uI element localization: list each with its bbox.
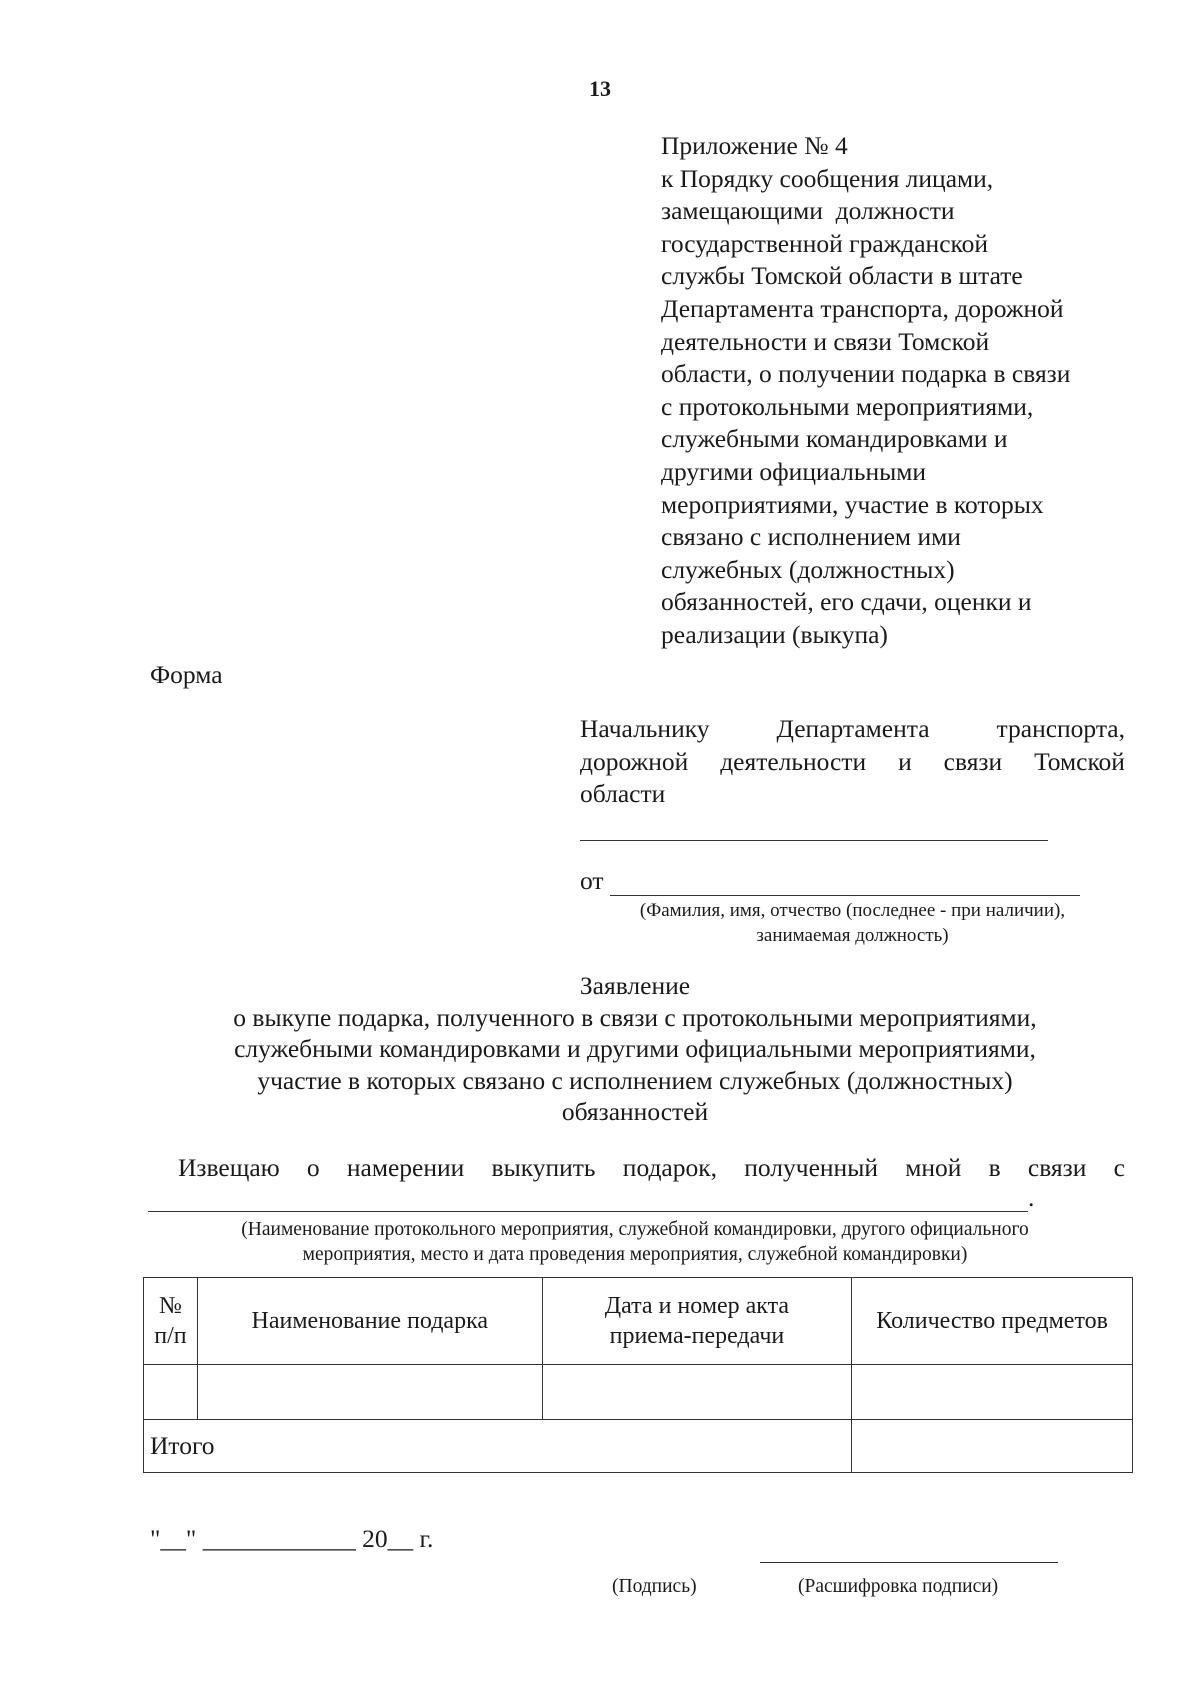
intro-word: в [988, 1153, 1001, 1182]
header-number [144, 1278, 198, 1365]
intro-word: выкупить [491, 1153, 596, 1182]
header-number-symbol: № [159, 1293, 182, 1319]
from-row [580, 866, 1080, 896]
event-note [140, 1217, 1130, 1267]
appendix-line: деятельности и связи Томской [661, 326, 990, 356]
cell-number[interactable] [144, 1365, 198, 1420]
date-row [150, 1524, 433, 1554]
cell-total-quantity[interactable] [852, 1420, 1133, 1473]
event-note-line: мероприятия, место и дата проведения мероприятия, служебной командировки) [302, 1244, 968, 1265]
appendix-header [661, 130, 1141, 652]
intro-sentence [178, 1153, 1125, 1183]
addressee-word: Начальнику [580, 714, 710, 743]
addressee-block [580, 713, 1125, 811]
appendix-line: служебных (должностных) [661, 554, 955, 584]
appendix-line: области, о получении подарка в связи [661, 359, 1071, 389]
event-blank-line[interactable] [148, 1211, 1028, 1212]
addressee-name-blank-line[interactable] [580, 840, 1048, 841]
statement-line: участие в которых связано с исполнением служебных (должностных) [257, 1065, 1013, 1095]
intro-word: подарок, [622, 1153, 718, 1182]
form-label: Форма [150, 660, 223, 689]
table-row [144, 1365, 1133, 1420]
appendix-line: мероприятиями, участие в которых [661, 489, 1044, 519]
appendix-line: связано с исполнением ими [661, 522, 961, 552]
header-number-abbr: п/п [154, 1323, 187, 1349]
appendix-line: служебными командировками и [661, 424, 1008, 454]
intro-word: связи [1027, 1153, 1087, 1182]
statement-title: Заявление [579, 971, 691, 1000]
header-act [542, 1278, 852, 1365]
from-blank-line[interactable] [610, 871, 1080, 896]
addressee-line-3: области [580, 779, 666, 808]
statement-heading [140, 970, 1130, 1128]
addressee-word: транспорта, [996, 714, 1125, 743]
addressee-word: связи [943, 746, 1003, 776]
appendix-line: Департамента транспорта, дорожной [661, 293, 1064, 323]
intro-word: Извещаю [178, 1153, 280, 1182]
intro-word: полученный [744, 1153, 878, 1182]
table-header-row [144, 1278, 1133, 1365]
page-number: 13 [589, 76, 611, 101]
table-total-row [144, 1420, 1133, 1473]
appendix-line: службы Томской области в штате [661, 261, 1023, 291]
date-day: "__" [150, 1524, 197, 1553]
appendix-line: другими официальными [661, 456, 927, 486]
addressee-word: деятельности [720, 746, 867, 776]
addressee-line-2 [580, 746, 1125, 779]
intro-word: намерении [346, 1153, 465, 1182]
from-note [580, 898, 1125, 948]
statement-line: обязанностей [561, 1097, 709, 1126]
from-label: от [580, 866, 604, 895]
appendix-line: государственной гражданской [661, 228, 989, 258]
appendix-line: замещающими должности [661, 196, 955, 226]
intro-word: о [306, 1153, 320, 1182]
signature-decode-blank-line[interactable] [760, 1562, 1058, 1563]
header-act-line: Дата и номер акта [604, 1293, 790, 1319]
addressee-word: Департамента [776, 714, 930, 743]
from-note-line: занимаемая должность) [756, 925, 949, 946]
header-quantity: Количество предметов [852, 1278, 1133, 1365]
cell-quantity[interactable] [852, 1365, 1133, 1420]
signature-label: (Подпись) [612, 1576, 697, 1597]
cell-act[interactable] [542, 1365, 852, 1420]
total-label: Итого [144, 1420, 852, 1473]
cell-gift-name[interactable] [197, 1365, 542, 1420]
event-line-period: . [1028, 1183, 1035, 1212]
statement-line: о выкупе подарка, полученного в связи с протокольными мероприятиями, [233, 1002, 1037, 1032]
statement-line: служебными командировками и другими официальными мероприятиями, [234, 1034, 1036, 1063]
header-act-line: приема-передачи [609, 1323, 785, 1349]
date-year: 20__ г. [362, 1524, 434, 1553]
gifts-table [143, 1277, 1133, 1473]
signature-decode-label: (Расшифровка подписи) [798, 1576, 999, 1597]
event-note-line: (Наименование протокольного мероприятия, служебной командировки, другого официального [241, 1219, 1029, 1240]
addressee-word: Томской [1034, 746, 1125, 776]
intro-word: с [1113, 1153, 1125, 1182]
header-gift-name: Наименование подарка [197, 1278, 542, 1365]
addressee-word: и [898, 746, 912, 776]
appendix-line: с протокольными мероприятиями, [661, 391, 1034, 421]
appendix-line: реализации (выкупа) [661, 619, 888, 649]
addressee-word: дорожной [580, 746, 689, 776]
appendix-line: к Порядку сообщения лицами, [661, 163, 994, 193]
appendix-line: Приложение № 4 [661, 131, 848, 160]
intro-word: мной [905, 1153, 962, 1182]
addressee-line-1 [580, 713, 1125, 746]
from-note-line: (Фамилия, имя, отчество (последнее - при наличии), [639, 900, 1066, 921]
appendix-line: обязанностей, его сдачи, оценки и [661, 587, 1032, 617]
date-month: ____________ [202, 1524, 356, 1553]
